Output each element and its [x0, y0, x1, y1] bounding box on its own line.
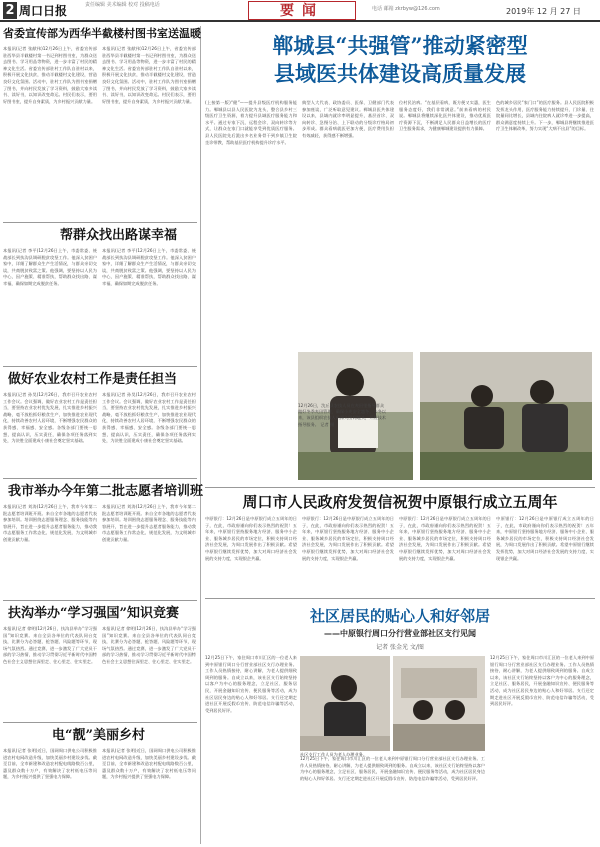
- community-photo-right: [393, 656, 485, 751]
- community-body-col3: 12月25日下午，家住周口市川汇区的一位老人来到中原银行周口分行营业部社区支行办理业务。工作人员热情接待，耐心讲解，为老人提供细致周到的服务。自成立以来，该社区支行始终坚持以客户为中心的服务理念，立足社区、服务居民，开展金融知识宣传、便民服务等活动，成为社区居民身边的贴心人和好邻居。支行还定期走进社区开展反假币宣传、防范电信诈骗等活动，受到居民好评。: [490, 655, 594, 707]
- article-body-cont: 本报讯(记者 张献伟)12月26日上午，省委宣传部驻西华县半截楼村第一书记到村图书室，为群众送去图书、学习用品等物资，进一步丰富了村民的精神文化生活。省委宣传部驻村工作队自驻村以来，积极开展文化扶贫，推动半截楼村文化建设，营造良好文化氛围。活动中，驻村工作队为图书室捐赠了图书，并向村民发放了学习资料，鼓励大家多读书、读好书，以知识改变命运。村民们表示，要用好图书室，提升自身素质，为乡村振兴贡献力量。: [102, 46, 196, 104]
- community-body-col1: 12月25日下午，家住周口市川汇区的一位老人来到中原银行周口分行营业部社区支行办理业务。工作人员热情接待，耐心讲解，为老人提供细致周到的服务。自成立以来，该社区支行始终坚持以客户为中心的服务理念，立足社区、服务居民，开展金融知识宣传、便民服务等活动，成为社区居民身边的贴心人和好邻居。支行还定期走进社区开展反假币宣传、防范电信诈骗等活动，受到居民好评。: [205, 655, 297, 713]
- article-headline: 做好农业农村工作是责任担当: [8, 372, 178, 387]
- lead-headline-line2: 县域医共体建设高质量发展: [274, 61, 526, 86]
- article-body-cont: 本报讯(记者 徐明)12月26日，扶沟县举办“学习强国”知识竞赛。来自全县各单位的代表队同台竞技，比赛分为必答题、抢答题、风险题等环节，现场气氛热烈。通过竞赛，进一步激发了广大党员干部的学习热情，推动学习贯彻习近平新时代中国特色社会主义思想往深里走、往心里走、往实里走。: [102, 626, 196, 664]
- article-headline: 我市举办今年第二批志愿者培训班: [8, 484, 204, 499]
- page-header: [0, 0, 600, 22]
- page-number: 2: [3, 2, 17, 19]
- community-photo-caption: 社区支行工作人员为老人办理业务。: [300, 752, 368, 757]
- lead-body-col1: (上接第一版)“健”——提升县级医疗机构服务能力。郸城县以县人民医院为龙头，整合县乡村三级医疗卫生资源，着力提升县域医疗服务能力和水平。通过专家下沉、远程会诊、双向转诊等方式，让群众在家门口就能享受到优质医疗服务。县人民医院先后派出多名业务骨干到乡镇卫生院坐诊带教，帮助基层医疗机构提升诊疗水平。: [205, 100, 297, 145]
- bank-clerk-photo-illustration: [300, 656, 390, 751]
- article-body: 本报讯(记者 李平)12月26日上午，市委常委、统战部长到扶沟县调研脱贫攻坚工作。他深入贫困户家中，详细了解群众生产生活情况，与群众亲切交谈，共商脱贫致富之策。他强调，要坚持以人民为中心，因户施策、精准帮扶，帮助群众找出路、谋幸福，确保如期完成脱贫任务。: [3, 248, 97, 286]
- article-body: 本报讯(记者 孙昊)12月26日，我市召开农业农村工作会议。会议强调，做好农业农村工作是责任担当，要坚持农业农村优先发展，扎实推进乡村振兴战略，毫不放松抓好粮食生产，加快推进农业现代化，持续改善农村人居环境，不断增强农民群众的获得感、幸福感、安全感。各级各部门要统一思想，提高认识，压实责任，确保各项任务落到实处，为决胜全面建成小康社会奠定坚实基础。: [3, 392, 97, 444]
- article-headline: 扶沟举办“学习强国”知识竞赛: [8, 606, 179, 621]
- divider: [3, 222, 197, 223]
- paper-name: 周口日报: [19, 4, 68, 18]
- community-body-col2: 12月25日下午，家住周口市川汇区的一位老人来到中原银行周口分行营业部社区支行办理业务。工作人员热情接待，耐心讲解，为老人提供细致周到的服务。自成立以来，该社区支行始终坚持以客户为中心的服务理念，立足社区、服务居民，开展金融知识宣传、便民服务等活动，成为社区居民身边的贴心人和好邻居。支行还定期走进社区开展反假币宣传、防范电信诈骗等活动，受到居民好评。: [300, 756, 485, 781]
- lead-body-col3: 位村民治病。“在基层看病，既方便又实惠，医生服务态度好，我们非常满意。”前来看病的村民说。郸城县将继续深化医共体建设，推动优质医疗资源下沉，不断满足人民群众日益增长的医疗卫生服务需求，为健康郸城建设提供有力保障。: [399, 100, 491, 132]
- header-meta-right: 电话 邮箱 zkrbyw@126.com: [372, 6, 440, 12]
- bank-body-col4: 中原银行：12月26日是中原银行成立五周年的日子，在此，市政府谨向你们表示热烈的祝贺！五年来，中原银行坚持服务地方经济、服务中小企业、服务城乡居民的市场定位，积极支持周口经济社会发展，为周口发展作出了积极贡献。希望中原银行继续发挥优势，加大对周口经济社会发展的支持力度，实现银企共赢。: [496, 516, 594, 561]
- field-photo-illustration: [420, 352, 592, 480]
- photo-caption: 12月26日，沈丘县农技人员在麦田里指导群众做好冬季麦田管理，确保小麦安全越冬。今冬以来，该县组织农技人员深入田间地头，开展技术指导服务。 记者 摄: [298, 403, 386, 427]
- divider: [3, 600, 197, 601]
- bank-body-col2: 中原银行：12月26日是中原银行成立五周年的日子，在此，市政府谨向你们表示热烈的祝贺！五年来，中原银行坚持服务地方经济、服务中小企业、服务城乡居民的市场定位，积极支持周口经济社会发展，为周口发展作出了积极贡献。希望中原银行继续发挥优势，加大对周口经济社会发展的支持力度，实现银企共赢。: [302, 516, 394, 561]
- article-headline: 帮群众找出路谋幸福: [60, 228, 178, 243]
- community-byline: 记者 张金光 文/图: [376, 644, 424, 651]
- divider: [205, 487, 595, 488]
- divider: [3, 722, 197, 723]
- article-body: 本报讯(记者 徐明)12月26日，扶沟县举办“学习强国”知识竞赛。来自全县各单位的代表队同台竞技，比赛分为必答题、抢答题、风险题等环节，现场气氛热烈。通过竞赛，进一步激发了广大党员干部的学习热情，推动学习贯彻习近平新时代中国特色社会主义思想往深里走、往心里走、往实里走。: [3, 626, 97, 664]
- news-photo-right: [420, 352, 592, 480]
- article-body: 本报讯(记者 张献伟)12月26日上午，省委宣传部驻西华县半截楼村第一书记到村图书室，为群众送去图书、学习用品等物资，进一步丰富了村民的精神文化生活。省委宣传部驻村工作队自驻村以来，积极开展文化扶贫，推动半截楼村文化建设，营造良好文化氛围。活动中，驻村工作队为图书室捐赠了图书，并向村民发放了学习资料，鼓励大家多读书、读好书，以知识改变命运。村民们表示，要用好图书室，提升自身素质，为乡村振兴贡献力量。: [3, 46, 97, 104]
- issue-date: 2019年 12 月 27 日: [506, 7, 581, 16]
- counter-photo-illustration: [393, 656, 485, 751]
- article-headline: 电“靓”美丽乡村: [52, 728, 145, 743]
- article-body: 本报讯(记者 刘涛)12月26日上午，我市今年第二批志愿者培训班开班。来自全市各地的志愿者代表参加培训。培训围绕志愿服务理念、服务技能等内容展开，旨在进一步提升志愿者服务能力，推动我市志愿服务工作常态化、规范化发展，为文明城市创建贡献力量。: [3, 504, 97, 542]
- section-title: 要闻: [280, 3, 324, 19]
- bank-headline: 周口市人民政府发贺信祝贺中原银行成立五周年: [242, 493, 558, 511]
- bank-body-col3: 中原银行：12月26日是中原银行成立五周年的日子，在此，市政府谨向你们表示热烈的祝贺！五年来，中原银行坚持服务地方经济、服务中小企业、服务城乡居民的市场定位，积极支持周口经济社会发展，为周口发展作出了积极贡献。希望中原银行继续发挥优势，加大对周口经济社会发展的支持力度，实现银企共赢。: [399, 516, 491, 561]
- community-headline: 社区居民的贴心人和好邻居: [309, 607, 490, 625]
- article-body-cont: 本报讯(记者 张明)近日，国网周口供电公司积极推进农村电网改造升级，加快美丽乡村建设步伐。截至目前，全市新建和改造农村配电线路数百公里，惠及群众数十万户，有效解决了农村低电压等问题，为乡村振兴提供了坚强电力保障。: [102, 748, 196, 780]
- divider: [205, 598, 595, 599]
- lead-body-col2: 典型人大代表、政协委员、医保、卫健部门代表参加座谈，广泛听取意见建议。郸城县医共体建设以来，县域内就诊率明显提升，基层首诊、双向转诊、急慢分治、上下联动的分级诊疗格局初步形成。群众看病就医更加方便，医疗费用负担有效减轻，获得感不断增强。: [302, 100, 394, 138]
- divider: [3, 366, 197, 367]
- article-body: 本报讯(记者 张明)近日，国网周口供电公司积极推进农村电网改造升级，加快美丽乡村建设步伐。截至目前，全市新建和改造农村配电线路数百公里，惠及群众数十万户，有效解决了农村低电压等问题，为乡村振兴提供了坚强电力保障。: [3, 748, 97, 780]
- community-deck: ——中原银行周口分行营业部社区支行见闻: [324, 629, 476, 638]
- divider: [3, 478, 197, 479]
- header-meta-left: 责任编辑 美术编辑 校对 投稿电话: [85, 2, 160, 8]
- bank-body-col1: 中原银行：12月26日是中原银行成立五周年的日子，在此，市政府谨向你们表示热烈的祝贺！五年来，中原银行坚持服务地方经济、服务中小企业、服务城乡居民的市场定位，积极支持周口经济社会发展，为周口发展作出了积极贡献。希望中原银行继续发挥优势，加大对周口经济社会发展的支持力度，实现银企共赢。: [205, 516, 297, 561]
- article-body-cont: 本报讯(记者 李平)12月26日上午，市委常委、统战部长到扶沟县调研脱贫攻坚工作。他深入贫困户家中，详细了解群众生产生活情况，与群众亲切交谈，共商脱贫致富之策。他强调，要坚持以人民为中心，因户施策、精准帮扶，帮助群众找出路、谋幸福，确保如期完成脱贫任务。: [102, 248, 196, 286]
- lead-body-col4: 色的城乡居民“家门口”的医疗服务。县人民医院积极发挥龙头作用，医疗服务能力持续提升，门诊量、住院量同比增长，县域内住院病人就诊率进一步提高，群众满意度持续上升。下一步，郸城县将继续推进医疗卫生体制改革，努力实现“大病不出县”的目标。: [496, 100, 594, 132]
- lead-headline-line1: 郸城县“共强管”推动紧密型: [272, 33, 528, 58]
- article-headline: 省委宣传部为西华半截楼村图书室送温暖: [3, 27, 201, 40]
- section-banner: [248, 1, 356, 20]
- column-divider: [200, 26, 201, 844]
- article-body-cont: 本报讯(记者 刘涛)12月26日上午，我市今年第二批志愿者培训班开班。来自全市各地的志愿者代表参加培训。培训围绕志愿服务理念、服务技能等内容展开，旨在进一步提升志愿者服务能力，推动我市志愿服务工作常态化、规范化发展，为文明城市创建贡献力量。: [102, 504, 196, 542]
- article-body-cont: 本报讯(记者 孙昊)12月26日，我市召开农业农村工作会议。会议强调，做好农业农村工作是责任担当，要坚持农业农村优先发展，扎实推进乡村振兴战略，毫不放松抓好粮食生产，加快推进农业现代化，持续改善农村人居环境，不断增强农民群众的获得感、幸福感、安全感。各级各部门要统一思想，提高认识，压实责任，确保各项任务落到实处，为决胜全面建成小康社会奠定坚实基础。: [102, 392, 196, 444]
- community-photo-left: [300, 656, 390, 751]
